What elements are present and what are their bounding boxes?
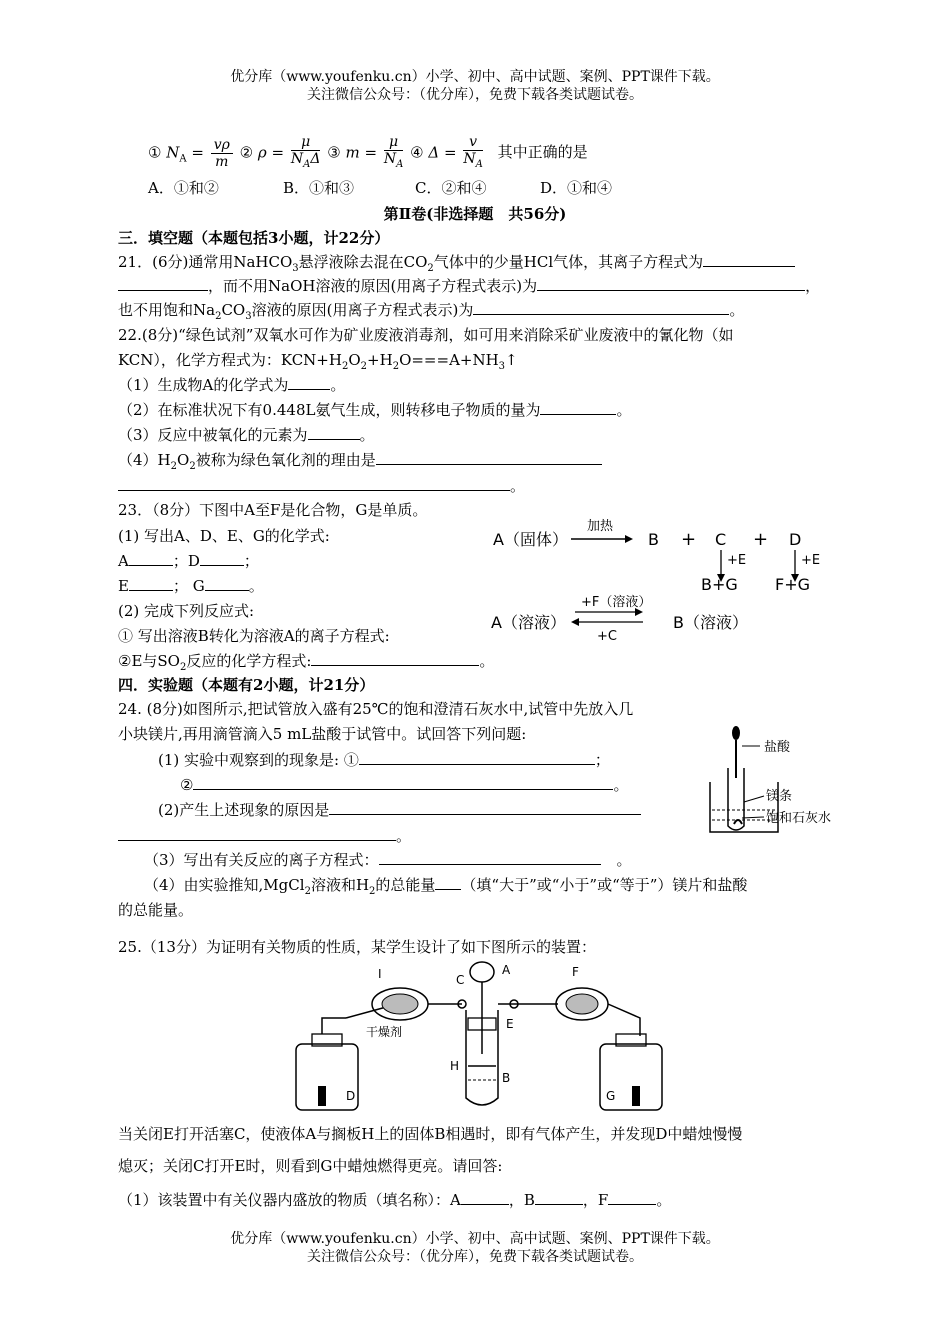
q25-blank-a[interactable] xyxy=(461,1190,509,1205)
q21-l3-sub2: 3 xyxy=(245,311,252,322)
q24-line-2: 小块镁片,再用滴管滴入5 mL盐酸于试管中。试回答下列问题: xyxy=(118,725,527,743)
q23-line-6: ① 写出溶液B转化为溶液A的离子方程式: xyxy=(118,627,390,645)
label-a: A xyxy=(502,963,511,977)
label-d: D xyxy=(346,1089,356,1103)
q24-blank-6[interactable] xyxy=(435,875,461,890)
formula-4-fraction xyxy=(463,134,482,173)
diag-d: D xyxy=(789,530,802,549)
q23-l4a: E xyxy=(118,577,129,595)
q24-s4c: 的总能量 xyxy=(375,876,436,894)
formula-4-den-sub: A xyxy=(475,158,483,170)
q21-l1-sub: 3 xyxy=(292,263,299,274)
q21-l1c: 气体中的少量HCl气体，其离子方程式为 xyxy=(433,253,704,271)
q24-sub-2b xyxy=(118,826,411,846)
diag-a-solid: A（固体） xyxy=(493,530,568,549)
formula-2-fraction xyxy=(291,134,321,173)
q24-blank-2[interactable] xyxy=(193,775,613,790)
q23-blank-e[interactable] xyxy=(129,576,173,591)
q23-line-5: (2) 完成下列反应式: xyxy=(118,602,255,620)
q24-sub-2 xyxy=(158,800,641,820)
q25-s1d: 。 xyxy=(656,1191,672,1209)
label-f: F xyxy=(572,965,579,979)
q21-line-3 xyxy=(118,300,744,327)
q21-l3b: CO xyxy=(221,301,246,319)
formula-1-numerator: vρ xyxy=(211,137,233,154)
q24-s3: （3）写出有关反应的离子方程式： xyxy=(144,851,379,869)
diag-plus-2: + xyxy=(753,529,769,550)
diag-bg: B+G xyxy=(701,575,738,594)
q25-s1a: （1）该装置中有关仪器内盛放的物质（填名称）：A xyxy=(118,1191,461,1209)
formula-2-den-tail: Δ xyxy=(310,151,321,167)
formula-4-label: ④ xyxy=(410,143,424,162)
fig-label-mg: 镁条 xyxy=(766,789,793,804)
q22-s3-end: 。 xyxy=(359,426,375,444)
formula-row xyxy=(148,134,588,176)
q22-s3: （3）反应中被氧化的元素为 xyxy=(118,426,308,444)
choice-a: A．①和② xyxy=(148,179,219,197)
candle-d xyxy=(318,1086,326,1106)
q24-sub: 2 xyxy=(369,886,376,897)
diag-b: B xyxy=(648,530,659,549)
label-c: C xyxy=(456,973,465,987)
header-line-2: 关注微信公众号：（优分库），免费下载各类试题试卷。 xyxy=(307,87,643,103)
q22-s5-end: 。 xyxy=(510,477,526,495)
equals-sign: = xyxy=(443,143,457,162)
q23-l7b: 反应的化学方程式: xyxy=(186,652,312,670)
choice-c: C．②和④ xyxy=(415,179,487,197)
q25-s1b: ，B xyxy=(508,1191,535,1209)
q22-s4a: （4）H xyxy=(118,451,171,469)
q22-s4b: O xyxy=(177,451,190,469)
diag-heat-arrowhead xyxy=(625,535,633,543)
formula-1-label: ① xyxy=(148,143,162,162)
q22-sub-2 xyxy=(118,400,631,420)
q21-l2-end: ， xyxy=(805,277,821,295)
diag-a-solution: A（溶液） xyxy=(491,613,566,632)
q22-l2b: O xyxy=(348,351,361,369)
q24-sub-4b: 的总能量。 xyxy=(118,901,194,919)
q24-sub-4 xyxy=(144,875,747,902)
q22-sub-3 xyxy=(118,425,375,445)
q22-sub: 2 xyxy=(360,361,368,372)
fig-label-hcl: 盐酸 xyxy=(764,740,791,755)
diag-fg: F+G xyxy=(775,575,811,594)
formula-1-lhs-sub: A xyxy=(179,153,187,165)
label-g: G xyxy=(606,1089,616,1103)
label-i: I xyxy=(378,967,382,981)
q23-blank-eq[interactable] xyxy=(311,651,479,666)
q23-l3b: ；D xyxy=(172,552,200,570)
q24-sub-1 xyxy=(158,750,610,770)
q21-l1b: 悬浮液除去混在CO xyxy=(298,253,428,271)
q22-sub-4b xyxy=(118,476,525,496)
diag-c: C xyxy=(715,530,727,549)
q24-s4a: （4）由实验推知,MgCl xyxy=(144,876,305,894)
q22-sub-1 xyxy=(118,375,345,395)
drying-agent xyxy=(382,994,418,1014)
q25-s1c: ，F xyxy=(582,1191,609,1209)
q21-blank-4[interactable] xyxy=(473,300,729,315)
formula-3-den-sub: A xyxy=(396,158,404,170)
fig-label-lime: 饱和石灰水 xyxy=(766,811,832,826)
formula-2-numerator: μ xyxy=(291,134,321,151)
q22-blank-1[interactable] xyxy=(288,375,330,390)
header-line-1: 优分库（www.youfenku.cn）小学、初中、高中试题、案例、PPT课件下载。 xyxy=(230,69,720,85)
q24-s4b: 溶液和H xyxy=(310,876,370,894)
section3-title: 三．填空题（本题包括3小题，计22分） xyxy=(118,229,390,247)
formula-3-numerator: μ xyxy=(384,134,403,151)
formula-row-tail: 其中正确的是 xyxy=(497,143,588,162)
q22-l2c: +H xyxy=(367,351,393,369)
q22-blank-3[interactable] xyxy=(308,425,360,440)
q21-line-2 xyxy=(118,276,820,296)
formula-3-fraction xyxy=(384,134,403,173)
diag-plus-e-1: +E xyxy=(727,553,747,568)
q21-l3a: 也不用饱和Na xyxy=(118,301,216,319)
diag-plus-e-2: +E xyxy=(801,553,821,568)
q23-l4c: 。 xyxy=(248,577,264,595)
q22-sub-4 xyxy=(118,450,602,477)
diag-heat: 加热 xyxy=(587,519,614,534)
q25-line-1: 25.（13分）为证明有关物质的性质，某学生设计了如下图所示的装置： xyxy=(118,938,596,956)
q25-blank-f[interactable] xyxy=(608,1190,656,1205)
q22-blank-5[interactable] xyxy=(118,476,510,491)
formula-3-denominator xyxy=(384,151,403,173)
tube-to-g xyxy=(608,1004,640,1036)
choice-d: D．①和④ xyxy=(540,179,613,197)
formula-3-lhs: m xyxy=(345,143,360,162)
footer-line-2: 关注微信公众号：（优分库），免费下载各类试题试卷。 xyxy=(307,1249,643,1265)
lime-leader xyxy=(742,817,764,818)
q23-l4b: ； G xyxy=(172,577,205,595)
q23-line-7 xyxy=(118,651,494,678)
dropper-bulb xyxy=(732,726,740,740)
formula-4-den-n: N xyxy=(463,151,476,167)
q23-l3c: ； xyxy=(243,552,259,570)
q21-blank-1[interactable] xyxy=(703,252,795,267)
q22-sub3: 3 xyxy=(498,361,506,372)
q24-sub: 2 xyxy=(304,886,311,897)
formula-1-fraction xyxy=(211,137,233,170)
q24-s3-end: 。 xyxy=(616,851,632,869)
candle-g xyxy=(632,1086,640,1106)
formula-2-label: ② xyxy=(239,143,254,162)
f-contents xyxy=(566,994,598,1014)
formula-3-label: ③ xyxy=(327,143,341,162)
q22-blank-4[interactable] xyxy=(376,450,602,465)
q24-s1-end: ； xyxy=(594,751,610,769)
q23-l7a: ②E与SO xyxy=(118,652,180,670)
footer-line-1: 优分库（www.youfenku.cn）小学、初中、高中试题、案例、PPT课件下载。 xyxy=(230,1231,720,1247)
label-b: B xyxy=(502,1071,511,1085)
q21-blank-2[interactable] xyxy=(118,276,208,291)
funnel-a xyxy=(470,962,494,982)
q23-blank-d[interactable] xyxy=(200,551,244,566)
diag-b-solution: B（溶液） xyxy=(673,613,748,632)
equals-sign: = xyxy=(191,143,204,162)
q22-l2d: O===A+NH xyxy=(399,351,499,369)
q21-blank-3[interactable] xyxy=(537,276,805,291)
section4-title: 四．实验题（本题有2小题，计21分） xyxy=(118,676,375,694)
q21-l3c: 溶液的原因(用离子方程式表示)为 xyxy=(251,301,474,319)
q22-l2a: KCN），化学方程式为：KCN+H xyxy=(118,351,342,369)
q21-line-1 xyxy=(118,252,795,279)
q22-s1: （1）生成物A的化学式为 xyxy=(118,376,289,394)
choice-b: B．①和③ xyxy=(283,179,355,197)
q22-sub: 2 xyxy=(170,461,177,472)
q22-sub: 2 xyxy=(392,361,400,372)
q25-sub-1 xyxy=(118,1190,671,1210)
q21-l1a: 21．(6分)通常用NaHCO xyxy=(118,253,293,271)
q23-line-4 xyxy=(118,576,264,596)
formula-2-denominator xyxy=(291,151,321,173)
tube-d xyxy=(322,1018,346,1034)
q25-paragraph-2: 熄灭；关闭C打开E时，则看到G中蜡烛燃得更亮。请回答: xyxy=(118,1157,503,1175)
q24-blank-4[interactable] xyxy=(118,826,396,841)
q24-s1: (1) 实验中观察到的现象是: ① xyxy=(158,751,359,769)
label-h: H xyxy=(450,1059,460,1073)
q22-s1-end: 。 xyxy=(330,376,346,394)
formula-2-lhs: ρ xyxy=(257,143,267,162)
magnesium-strip xyxy=(734,820,742,824)
q23-blank-g[interactable] xyxy=(205,576,249,591)
q21-l1-sub2: 2 xyxy=(427,263,434,274)
q24-blank-5[interactable] xyxy=(379,850,601,865)
q24-blank-1[interactable] xyxy=(359,750,595,765)
q22-blank-2[interactable] xyxy=(540,400,616,415)
q23-line-2: (1) 写出A、D、E、G的化学式: xyxy=(118,527,330,545)
q22-s4c: 被称为绿色氧化剂的理由是 xyxy=(195,451,376,469)
q25-apparatus-figure xyxy=(290,958,670,1116)
q22-line-1: 22.(8分)“绿色试剂”双氧水可作为矿业废液消毒剂，如可用来消除采矿业废液中的氰化物（如 xyxy=(118,326,734,344)
q24-s1b: ② xyxy=(180,776,194,794)
q22-line-2 xyxy=(118,350,518,377)
equals-sign: = xyxy=(271,143,285,162)
diag-reverse-arrowhead xyxy=(571,618,579,626)
q22-sub: 2 xyxy=(341,361,349,372)
q22-s2-end: 。 xyxy=(616,401,632,419)
formula-1-lhs: N xyxy=(166,143,180,162)
q25-paragraph-1: 当关闭E打开活塞C，使液体A与搁板H上的固体B相遇时，即有气体产生，并发现D中蜡烛慢慢 xyxy=(118,1125,743,1143)
mg-leader xyxy=(744,796,764,802)
q21-l2: ，而不用NaOH溶液的原因(用离子方程式表示)为 xyxy=(208,277,538,295)
q23-sub: 2 xyxy=(179,662,187,673)
formula-4-numerator: v xyxy=(463,134,482,151)
label-dry: 干燥剂 xyxy=(366,1025,403,1039)
q24-s2-end: 。 xyxy=(396,827,412,845)
q22-sub: 2 xyxy=(189,461,196,472)
formula-4-denominator xyxy=(463,151,482,173)
q22-l2e: ↑ xyxy=(505,351,518,369)
q22-s2: （2）在标准状况下有0.448L氨气生成，则转移电子物质的量为 xyxy=(118,401,541,419)
q24-apparatus-figure xyxy=(700,720,850,840)
q23-line-3 xyxy=(118,551,259,571)
q23-l3a: A xyxy=(118,552,129,570)
q24-sub-1b xyxy=(180,775,628,795)
q24-s4d: （填“大于”或“小于”或“等于”）镁片和盐酸 xyxy=(461,876,748,894)
formula-2-den-sub: A xyxy=(303,158,311,170)
diag-plus-f: +F（溶液） xyxy=(581,595,652,610)
q23-reaction-diagram xyxy=(485,512,845,652)
formula-3-den-n: N xyxy=(383,151,397,167)
q21-l3-end: 。 xyxy=(729,301,745,319)
q24-sub-3 xyxy=(144,850,632,870)
formula-4-lhs: Δ xyxy=(428,143,440,162)
q25-blank-b[interactable] xyxy=(535,1190,583,1205)
q24-s2: (2)产生上述现象的原因是 xyxy=(158,801,330,819)
q23-line-1: 23．（8分）下图中A至F是化合物，G是单质。 xyxy=(118,501,428,519)
q23-l7c: 。 xyxy=(479,652,495,670)
q24-line-1: 24. (8分)如图所示,把试管放入盛有25℃的饱和澄清石灰水中,试管中先放入几 xyxy=(118,700,634,718)
formula-1-denominator: m xyxy=(215,153,229,170)
q24-s1b-end: 。 xyxy=(613,776,629,794)
q24-blank-3[interactable] xyxy=(329,800,641,815)
diag-plus-c: +C xyxy=(597,629,617,644)
part2-title: 第Ⅱ卷(非选择题 共56分) xyxy=(383,205,567,223)
equals-sign: = xyxy=(364,143,378,162)
label-e: E xyxy=(506,1017,514,1031)
diag-plus-1: + xyxy=(681,529,697,550)
formula-2-den-n: N xyxy=(290,151,304,167)
q21-l3-sub: 2 xyxy=(215,311,222,322)
q23-blank-a[interactable] xyxy=(129,551,173,566)
